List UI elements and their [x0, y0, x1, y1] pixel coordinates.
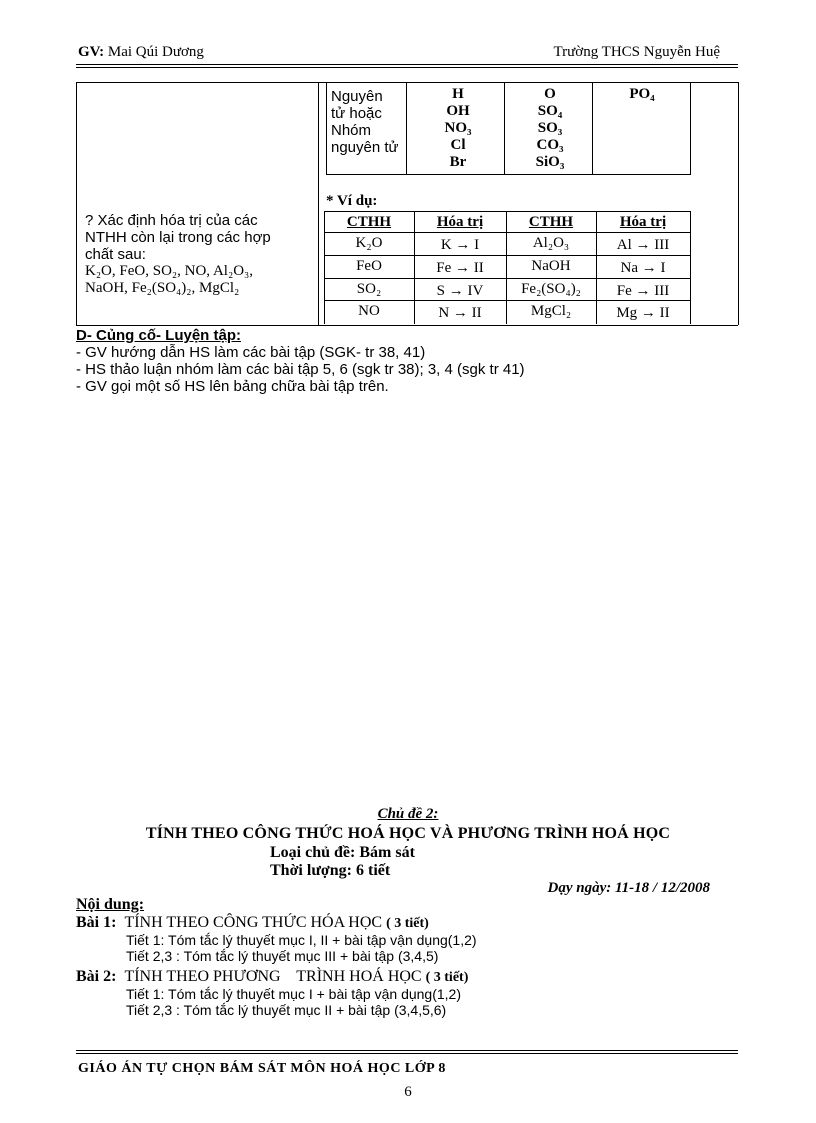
header-school: Trường THCS Nguyễn Huệ — [553, 44, 720, 60]
example-cell: Na → I — [620, 260, 666, 276]
valence-divider-3 — [592, 82, 593, 174]
lesson-title: TÍNH THEO PHƯƠNG TRÌNH HOÁ HỌC — [124, 968, 422, 985]
page-number: 6 — [404, 1084, 412, 1100]
question-line: K₂O, FeO, SO₂, NO, Al₂O₃, — [85, 263, 254, 279]
valence-col-III — [600, 86, 684, 103]
valence-cell: H — [452, 86, 464, 102]
topic-title: TÍNH THEO CÔNG THỨC HOÁ HỌC VÀ PHƯƠNG TRÌNH HOÁ HỌC — [145, 825, 671, 842]
lesson-item: Tiết 1: Tóm tắc lý thuyết mục I, II + bài tập vận dụng(1,2) — [126, 932, 477, 948]
example-cell: N → II — [438, 305, 482, 321]
outer-mid-border — [318, 82, 319, 325]
lesson-label: Bài 2: — [76, 968, 117, 985]
section-d-title: D- Củng cố- Luyện tập: — [76, 327, 241, 344]
example-cell: S → IV — [436, 283, 484, 299]
example-cell: Fe₂(SO₄)₂ — [521, 281, 581, 297]
row-label-line: nguyên tử — [331, 139, 399, 156]
example-header: Hóa trị — [619, 214, 667, 230]
valence-cell: O — [544, 86, 556, 102]
lesson-label: Bài 1: — [76, 914, 117, 931]
section-d-line: - GV hướng dẫn HS làm các bài tập (SGK- tr 38, 41) — [76, 344, 426, 361]
example-top-border — [324, 211, 691, 212]
valence-divider-1 — [406, 82, 407, 174]
valence-cell: NO₃ — [444, 120, 472, 136]
example-cell: Fe → II — [436, 260, 484, 276]
header-rule-1 — [76, 64, 738, 65]
valence-cell: SO₃ — [537, 120, 563, 136]
example-header: CTHH — [528, 214, 574, 230]
header-teacher — [78, 44, 204, 61]
lesson-periods: ( 3 tiết) — [425, 970, 469, 985]
example-row-line — [324, 255, 691, 256]
lesson-item: Tiết 2,3 : Tóm tắc lý thuyết mục II + bài tập (3,4,5,6) — [126, 1002, 447, 1018]
valence-cell: SiO₃ — [535, 154, 565, 170]
lesson-title: TÍNH THEO CÔNG THỨC HÓA HỌC — [124, 914, 383, 931]
teacher-name: Mai Qúi Dương — [107, 44, 204, 60]
example-cell: Mg → II — [616, 305, 670, 321]
valence-cell: CO₃ — [536, 137, 564, 153]
footer-rule-2 — [76, 1053, 738, 1054]
valence-col-II — [512, 86, 588, 171]
example-cell: Al₂O₃ — [532, 235, 570, 251]
header-rule-2 — [76, 67, 738, 68]
example-row-line — [324, 300, 691, 301]
lesson-2 — [76, 968, 468, 1018]
row-label-line: Nguyên — [331, 88, 383, 105]
outer-left-border — [76, 82, 77, 325]
valence-cell: Cl — [450, 137, 466, 153]
example-cell: NaOH — [531, 258, 571, 274]
example-cell: K → I — [440, 237, 480, 253]
valence-row-label — [331, 88, 406, 156]
lesson-periods: ( 3 tiết) — [386, 916, 429, 931]
footer-rule-1 — [76, 1050, 738, 1051]
topic-label: Chủ đề 2: — [377, 806, 439, 822]
question-text — [85, 212, 317, 297]
valence-bottom-border — [326, 174, 691, 175]
valence-cell: OH — [446, 103, 470, 119]
row-label-line: Nhóm — [331, 122, 372, 139]
example-title: * Ví dụ: — [326, 193, 378, 209]
example-header: Hóa trị — [436, 214, 484, 230]
row-label-line: tử hoặc — [331, 105, 382, 122]
example-cell: MgCl₂ — [530, 303, 572, 319]
valence-border-right — [690, 82, 691, 174]
example-header: CTHH — [346, 214, 392, 230]
question-line: ? Xác định hóa trị của các — [85, 212, 258, 229]
lesson-item: Tiết 1: Tóm tắc lý thuyết mục I + bài tập vận dụng(1,2) — [126, 986, 462, 1002]
valence-cell: SO₄ — [537, 103, 563, 119]
valence-divider-2 — [504, 82, 505, 174]
example-cell: K₂O — [355, 235, 383, 251]
teacher-label: GV: — [78, 44, 105, 60]
valence-cell: Br — [449, 154, 467, 170]
question-line: NTHH còn lại trong các hợp — [85, 229, 271, 246]
valence-border-left — [326, 82, 327, 174]
question-line: chất sau: — [85, 246, 146, 263]
example-cell: FeO — [356, 258, 382, 274]
example-cell: Al → III — [616, 237, 670, 253]
content-heading: Nội dung: — [76, 896, 145, 913]
outer-right-border — [738, 82, 739, 325]
section-d — [76, 327, 525, 395]
example-cell: NO — [358, 303, 380, 319]
footer-text: GIÁO ÁN TỰ CHỌN BÁM SÁT MÔN HOÁ HỌC LỚP 8 — [78, 1061, 446, 1076]
example-cell: Fe → III — [616, 283, 670, 299]
example-row-line — [324, 278, 691, 279]
example-col-line — [690, 211, 691, 324]
topic-duration: Thời lượng: 6 tiết — [270, 862, 391, 879]
valence-col-I — [420, 86, 496, 171]
lesson-1 — [76, 914, 477, 964]
example-cell: SO₂ — [356, 281, 382, 297]
example-row-line — [324, 232, 691, 233]
question-line: NaOH, Fe₂(SO₄)₂, MgCl₂ — [85, 280, 240, 296]
topic-date: Dạy ngày: 11-18 / 12/2008 — [547, 880, 710, 896]
valence-cell: PO₄ — [629, 86, 655, 102]
lesson-item: Tiết 2,3 : Tóm tắc lý thuyết mục III + bài tập (3,4,5) — [126, 948, 439, 964]
section-d-line: - HS thảo luận nhóm làm các bài tập 5, 6 (sgk tr 38); 3, 4 (sgk tr 41) — [76, 361, 525, 378]
section-d-line: - GV gọi một số HS lên bảng chữa bài tập trên. — [76, 378, 389, 395]
topic-type: Loại chủ đề: Bám sát — [270, 844, 415, 861]
